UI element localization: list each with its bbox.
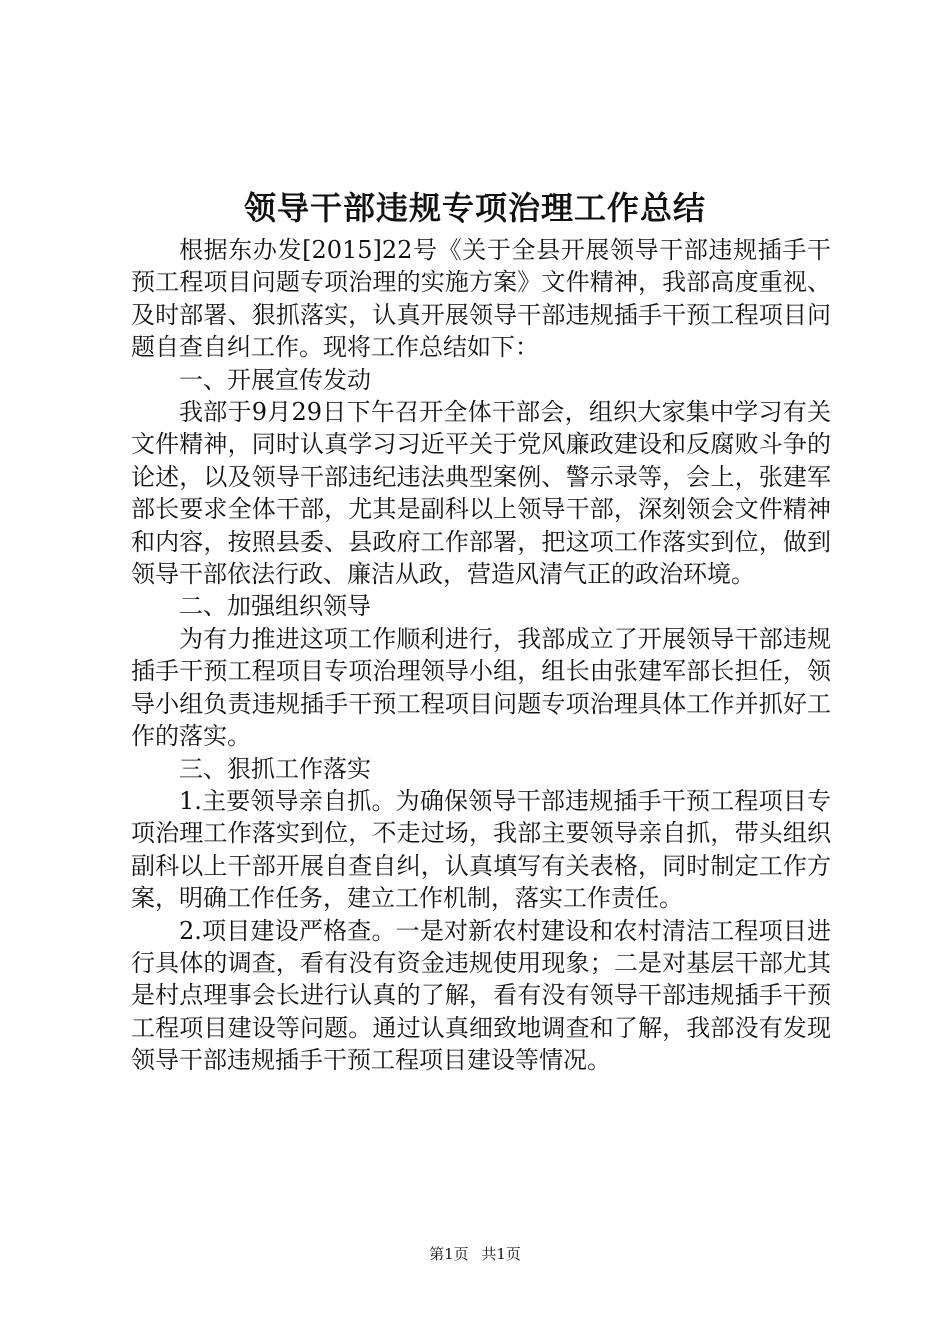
intro-paragraph: 根据东办发[2015]22号《关于全县开展领导干部违规插手干预工程项目问题专项治理的实施方案》文件精神，我部高度重视、及时部署、狠抓落实，认真开展领导干部违规插手干预工程项目问题自查自纠工作。现将工作总结如下： [131, 236, 831, 362]
implementation-item-2: 2.项目建设严格查。一是对新农村建设和农村清洁工程项目进行具体的调查，看有没有资金违规使用现象；二是对基层干部尤其是村点理事会长进行认真的了解，看有没有领导干部违规插手干预工程项目建设等问题。通过认真细致地调查和了解，我部没有发现领导干部违规插手干预工程项目建设等情况。 [131, 916, 831, 1075]
implementation-item-1: 1.主要领导亲自抓。为确保领导干部违规插手干预工程项目专项治理工作落实到位，不走过场，我部主要领导亲自抓，带头组织副科以上干部开展自查自纠，认真填写有关表格，同时制定工作方案，明确工作任务，建立工作机制，落实工作责任。 [131, 786, 831, 913]
organization-paragraph: 为有力推进这项工作顺利进行，我部成立了开展领导干部违规插手干预工程项目专项治理领导小组，组长由张建军部长担任，领导小组负责违规插手干预工程项目问题专项治理具体工作并抓好工作的落实。 [131, 624, 831, 751]
section-heading-publicity: 一、开展宣传发动 [179, 365, 371, 394]
section-heading-implementation: 三、狠抓工作落实 [179, 754, 371, 783]
page-number: 第1页 [429, 1245, 469, 1263]
document-title: 领导干部违规专项治理工作总结 [243, 189, 706, 227]
page-footer [0, 1244, 950, 1264]
publicity-paragraph: 我部于9月29日下午召开全体干部会，组织大家集中学习有关文件精神，同时认真学习习近平关于党风廉政建设和反腐败斗争的论述，以及领导干部违纪违法典型案例、警示录等，会上，张建军部长要求全体干部，尤其是副科以上领导干部，深刻领会文件精神和内容，按照县委、县政府工作部署，把这项工作落实到位，做到领导干部依法行政、廉洁从政，营造风清气正的政治环境。 [131, 398, 831, 589]
section-heading-organization: 二、加强组织领导 [179, 592, 371, 621]
page-total: 共1页 [481, 1245, 521, 1263]
document-body [131, 234, 831, 1077]
